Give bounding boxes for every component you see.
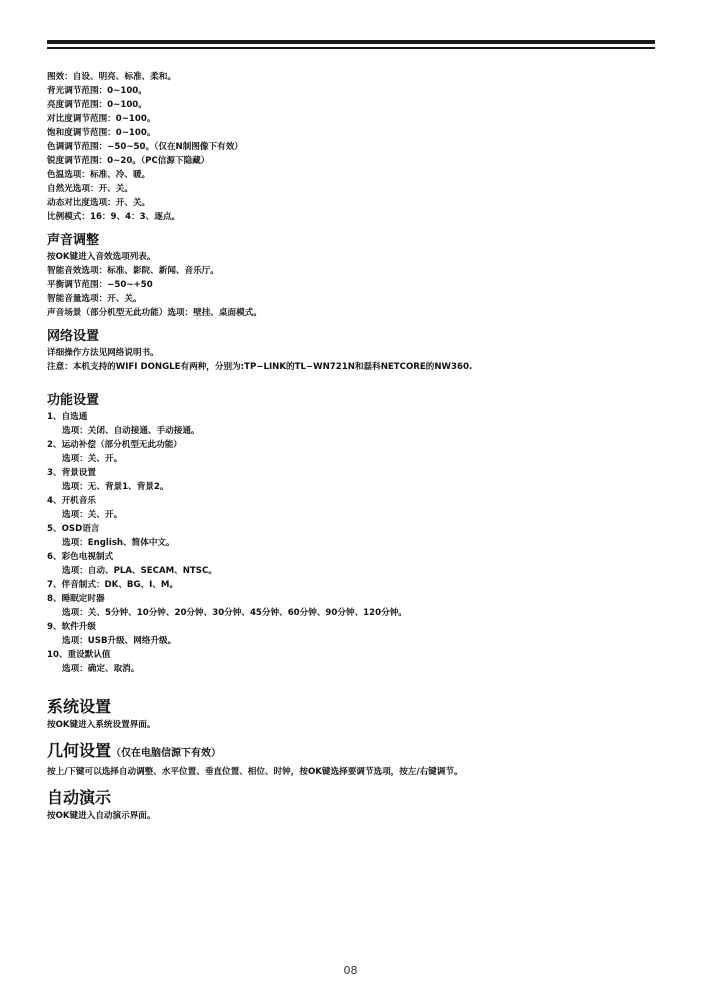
function-item-title: 9、软件升级 bbox=[47, 622, 96, 632]
sound-line: 按OK键进入音效选项列表。 bbox=[47, 252, 156, 262]
function-item-option: 选项：确定、取消。 bbox=[62, 664, 140, 674]
function-item-option: 选项：关闭、自动接通、手动接通。 bbox=[62, 426, 200, 436]
system-section bbox=[47, 696, 667, 732]
network-line: 注意：本机支持的WIFI DONGLE有两种，分别为:TP−LINK的TL−WN721N和磊科NETCORE的NW360. bbox=[47, 362, 473, 372]
function-item-title: 4、开机音乐 bbox=[47, 496, 96, 506]
system-line: 按OK键进入系统设置界面。 bbox=[47, 720, 156, 730]
function-item-title: 2、运动补偿（部分机型无此功能） bbox=[47, 440, 182, 450]
picture-line: 图效：自设、明亮、标准、柔和。 bbox=[47, 72, 176, 82]
function-item-option: 选项：关、开。 bbox=[62, 454, 123, 464]
sound-line: 智能音量选项：开、关。 bbox=[47, 294, 142, 304]
function-item-title: 10、重设默认值 bbox=[47, 650, 111, 660]
function-item-option: 选项：关、5分钟、10分钟、20分钟、30分钟、45分钟、60分钟、90分钟、120分钟。 bbox=[62, 608, 407, 618]
picture-line: 色温选项：标准、冷、暖。 bbox=[47, 170, 151, 180]
geometry-section bbox=[47, 740, 667, 779]
function-item-title: 7、伴音制式：DK、BG、I、M。 bbox=[47, 580, 179, 590]
function-item-title: 3、背景设置 bbox=[47, 468, 96, 478]
function-item-option: 选项：无、背景1、背景2。 bbox=[62, 482, 169, 492]
sound-line: 智能音效选项：标准、影院、新闻、音乐厅。 bbox=[47, 266, 219, 276]
system-heading: 系统设置 bbox=[47, 697, 112, 716]
manual-content bbox=[47, 70, 667, 823]
picture-section bbox=[47, 70, 667, 224]
network-line: 详细操作方法见网络说明书。 bbox=[47, 348, 159, 358]
picture-line: 比例模式：16：9、4：3、逐点。 bbox=[47, 212, 181, 222]
function-item-title: 1、自选通 bbox=[47, 412, 88, 422]
picture-line: 锐度调节范围：0~20。（PC信源下隐藏） bbox=[47, 156, 210, 166]
function-item-title: 5、OSD语言 bbox=[47, 524, 100, 534]
header-rule-thin bbox=[47, 47, 655, 49]
picture-line: 背光调节范围：0~100。 bbox=[47, 86, 147, 96]
picture-line: 饱和度调节范围：0~100。 bbox=[47, 128, 156, 138]
picture-line: 对比度调节范围：0~100。 bbox=[47, 114, 156, 124]
geometry-line: 按上/下键可以选择自动调整、水平位置、垂直位置、相位、时钟，按OK键选择要调节选项，按左/右键调节。 bbox=[47, 767, 463, 777]
geometry-note: （仅在电脑信源下有效） bbox=[111, 748, 222, 759]
demo-line: 按OK键进入自动演示界面。 bbox=[47, 811, 156, 821]
picture-line: 亮度调节范围：0~100。 bbox=[47, 100, 147, 110]
picture-line: 动态对比度选项：开、关。 bbox=[47, 198, 151, 208]
function-item-title: 8、睡眠定时器 bbox=[47, 594, 105, 604]
function-item-option: 选项：自动、PLA、SECAM、NTSC。 bbox=[62, 566, 217, 576]
function-item-title: 6、彩色电视制式 bbox=[47, 552, 114, 562]
function-heading: 功能设置 bbox=[47, 393, 100, 408]
geometry-heading-text: 几何设置 bbox=[47, 741, 112, 760]
header-rule-thick bbox=[47, 40, 655, 44]
network-section bbox=[47, 328, 667, 374]
function-section bbox=[47, 392, 667, 676]
sound-line: 平衡调节范围：−50~+50 bbox=[47, 280, 153, 290]
sound-section bbox=[47, 232, 667, 320]
network-heading: 网络设置 bbox=[47, 329, 100, 344]
picture-line: 色调调节范围：−50~50。（仅在N制图像下有效） bbox=[47, 142, 243, 152]
sound-heading: 声音调整 bbox=[47, 233, 100, 248]
function-item-option: 选项：English、简体中文。 bbox=[62, 538, 175, 548]
picture-line: 自然光选项：开、关。 bbox=[47, 184, 133, 194]
function-item-option: 选项：关、开。 bbox=[62, 510, 123, 520]
demo-heading: 自动演示 bbox=[47, 788, 112, 807]
function-item-option: 选项：USB升级、网络升级。 bbox=[62, 636, 177, 646]
geometry-heading bbox=[47, 740, 667, 765]
sound-line: 声音场景（部分机型无此功能）选项：壁挂、桌面模式。 bbox=[47, 308, 262, 318]
demo-section bbox=[47, 787, 667, 823]
page-number: 08 bbox=[343, 964, 358, 977]
